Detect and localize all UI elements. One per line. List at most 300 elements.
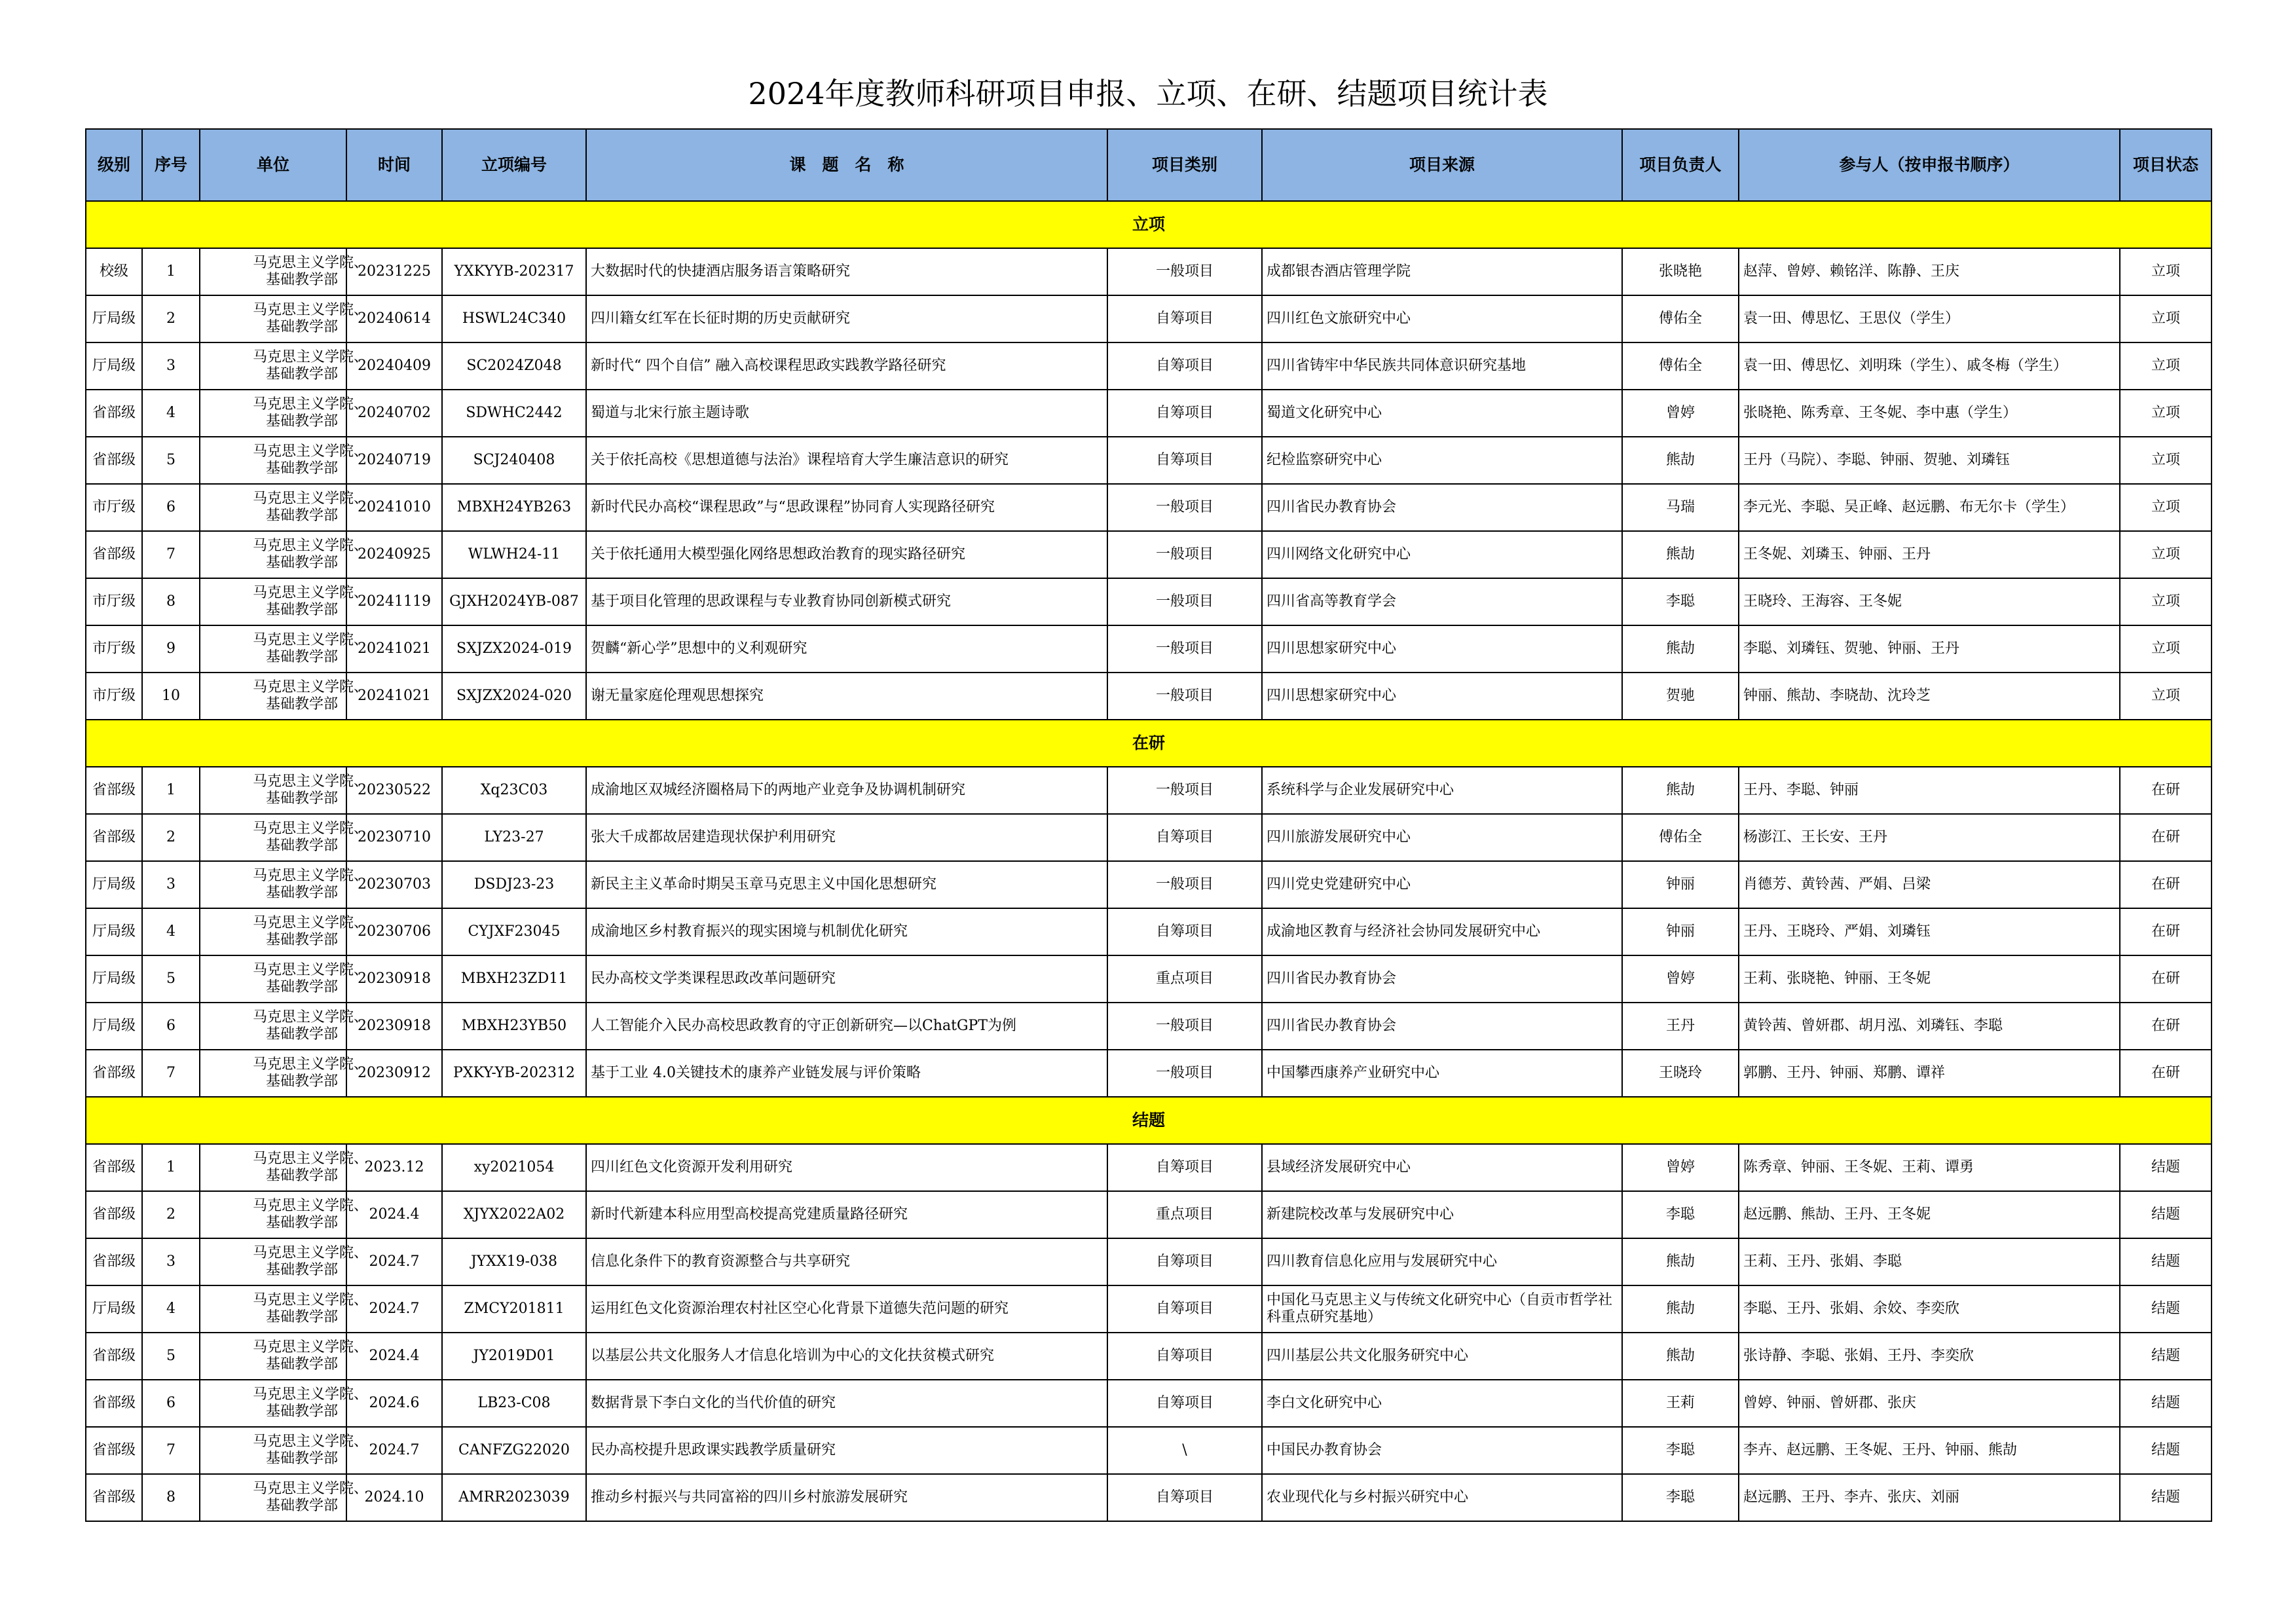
members-cell: 李聪、王丹、张娟、余姣、李奕欣 bbox=[1739, 1285, 2120, 1333]
title-cell: 成渝地区双城经济圈格局下的两地产业竞争及协调机制研究 bbox=[586, 767, 1107, 814]
time-cell: 20240614 bbox=[346, 295, 442, 342]
unit-line-1: 马克思主义学院、 bbox=[253, 1433, 369, 1450]
leader-cell: 熊劼 bbox=[1622, 767, 1739, 814]
status-cell: 立项 bbox=[2120, 484, 2212, 531]
unit-cell bbox=[200, 295, 369, 342]
source-cell: 四川党史党建研究中心 bbox=[1262, 861, 1622, 908]
code-cell: HSWL24C340 bbox=[442, 295, 586, 342]
number-cell: 4 bbox=[142, 1285, 200, 1333]
source-cell: 新建院校改革与发展研究中心 bbox=[1262, 1191, 1622, 1238]
unit-line-2: 基础教学部 bbox=[266, 272, 339, 288]
unit-line-1: 马克思主义学院、 bbox=[253, 632, 369, 648]
source-cell: 四川思想家研究中心 bbox=[1262, 673, 1622, 720]
category-cell: 自筹项目 bbox=[1107, 1380, 1262, 1427]
status-cell: 在研 bbox=[2120, 814, 2212, 861]
code-cell: MBXH24YB263 bbox=[442, 484, 586, 531]
time-cell: 2024.6 bbox=[346, 1380, 442, 1427]
column-header: 项目状态 bbox=[2120, 129, 2212, 201]
status-cell: 立项 bbox=[2120, 531, 2212, 578]
level-cell: 厅局级 bbox=[86, 295, 142, 342]
level-cell: 省部级 bbox=[86, 437, 142, 484]
level-cell: 市厅级 bbox=[86, 673, 142, 720]
members-cell: 袁一田、傅思忆、刘明珠（学生）、戚冬梅（学生） bbox=[1739, 342, 2120, 390]
level-cell: 厅局级 bbox=[86, 955, 142, 1003]
time-cell: 20241010 bbox=[346, 484, 442, 531]
status-cell: 立项 bbox=[2120, 578, 2212, 625]
category-cell: 一般项目 bbox=[1107, 531, 1262, 578]
code-cell: PXKY-YB-202312 bbox=[442, 1050, 586, 1097]
table-row bbox=[86, 437, 2212, 484]
leader-cell: 李聪 bbox=[1622, 1427, 1739, 1474]
title-cell: 推动乡村振兴与共同富裕的四川乡村旅游发展研究 bbox=[586, 1474, 1107, 1521]
unit-line-1: 马克思主义学院、 bbox=[253, 1151, 369, 1167]
code-cell: SDWHC2442 bbox=[442, 390, 586, 437]
unit-line-1: 马克思主义学院、 bbox=[253, 349, 369, 365]
source-cell: 成渝地区教育与经济社会协同发展研究中心 bbox=[1262, 908, 1622, 955]
members-cell: 杨澎江、王长安、王丹 bbox=[1739, 814, 2120, 861]
unit-line-1: 马克思主义学院、 bbox=[253, 1339, 369, 1356]
table-row bbox=[86, 1191, 2212, 1238]
unit-line-2: 基础教学部 bbox=[266, 366, 339, 382]
status-cell: 在研 bbox=[2120, 767, 2212, 814]
number-cell: 4 bbox=[142, 908, 200, 955]
category-cell: 一般项目 bbox=[1107, 248, 1262, 295]
header-row bbox=[86, 129, 2212, 201]
column-header: 课 题 名 称 bbox=[586, 129, 1107, 201]
time-cell: 20230522 bbox=[346, 767, 442, 814]
table-row bbox=[86, 295, 2212, 342]
section-header-row bbox=[86, 1097, 2212, 1144]
table-body bbox=[86, 201, 2212, 1521]
table-row bbox=[86, 1003, 2212, 1050]
unit-line-2: 基础教学部 bbox=[266, 602, 339, 618]
members-cell: 赵远鹏、王丹、李卉、张庆、刘丽 bbox=[1739, 1474, 2120, 1521]
level-cell: 省部级 bbox=[86, 1191, 142, 1238]
leader-cell: 熊劼 bbox=[1622, 1333, 1739, 1380]
category-cell: 一般项目 bbox=[1107, 767, 1262, 814]
unit-line-2: 基础教学部 bbox=[266, 838, 339, 854]
table-row bbox=[86, 1285, 2212, 1333]
category-cell: 重点项目 bbox=[1107, 955, 1262, 1003]
members-cell: 张晓艳、陈秀章、王冬妮、李中惠（学生） bbox=[1739, 390, 2120, 437]
number-cell: 6 bbox=[142, 1003, 200, 1050]
column-header: 单位 bbox=[200, 129, 346, 201]
source-cell: 中国攀西康养产业研究中心 bbox=[1262, 1050, 1622, 1097]
level-cell: 省部级 bbox=[86, 1427, 142, 1474]
column-header: 项目类别 bbox=[1107, 129, 1262, 201]
code-cell: MBXH23YB50 bbox=[442, 1003, 586, 1050]
level-cell: 市厅级 bbox=[86, 484, 142, 531]
source-cell: 四川思想家研究中心 bbox=[1262, 625, 1622, 673]
number-cell: 8 bbox=[142, 1474, 200, 1521]
category-cell: 重点项目 bbox=[1107, 1191, 1262, 1238]
category-cell: 自筹项目 bbox=[1107, 390, 1262, 437]
unit-line-1: 马克思主义学院、 bbox=[253, 1245, 369, 1261]
column-header: 序号 bbox=[142, 129, 200, 201]
unit-cell bbox=[200, 1238, 369, 1285]
table-row bbox=[86, 955, 2212, 1003]
unit-cell bbox=[200, 531, 369, 578]
category-cell: 自筹项目 bbox=[1107, 1333, 1262, 1380]
source-cell: 四川省高等教育学会 bbox=[1262, 578, 1622, 625]
members-cell: 郭鹏、王丹、钟丽、郑鹏、谭祥 bbox=[1739, 1050, 2120, 1097]
leader-cell: 熊劼 bbox=[1622, 1238, 1739, 1285]
page-title: 2024年度教师科研项目申报、立项、在研、结题项目统计表 bbox=[748, 76, 1548, 111]
category-cell: 自筹项目 bbox=[1107, 1238, 1262, 1285]
time-cell: 2024.4 bbox=[346, 1191, 442, 1238]
members-cell: 曾婷、钟丽、曾妍郡、张庆 bbox=[1739, 1380, 2120, 1427]
category-cell: 自筹项目 bbox=[1107, 1285, 1262, 1333]
time-cell: 20231225 bbox=[346, 248, 442, 295]
status-cell: 立项 bbox=[2120, 625, 2212, 673]
members-cell: 李聪、刘璘钰、贺驰、钟丽、王丹 bbox=[1739, 625, 2120, 673]
unit-line-1: 马克思主义学院、 bbox=[253, 490, 369, 507]
level-cell: 厅局级 bbox=[86, 1285, 142, 1333]
unit-line-2: 基础教学部 bbox=[266, 1215, 339, 1231]
leader-cell: 傅佑全 bbox=[1622, 342, 1739, 390]
source-cell: 四川基层公共文化服务研究中心 bbox=[1262, 1333, 1622, 1380]
section-header-row bbox=[86, 201, 2212, 248]
number-cell: 5 bbox=[142, 955, 200, 1003]
code-cell: AMRR2023039 bbox=[442, 1474, 586, 1521]
members-cell: 张诗静、李聪、张娟、王丹、李奕欣 bbox=[1739, 1333, 2120, 1380]
code-cell: MBXH23ZD11 bbox=[442, 955, 586, 1003]
section-label: 结题 bbox=[86, 1097, 2212, 1144]
leader-cell: 曾婷 bbox=[1622, 1144, 1739, 1191]
unit-line-1: 马克思主义学院、 bbox=[253, 396, 369, 413]
code-cell: DSDJ23-23 bbox=[442, 861, 586, 908]
level-cell: 省部级 bbox=[86, 767, 142, 814]
time-cell: 20240409 bbox=[346, 342, 442, 390]
source-cell: 中国化马克思主义与传统文化研究中心（自贡市哲学社科重点研究基地） bbox=[1262, 1285, 1622, 1333]
members-cell: 王冬妮、刘璘玉、钟丽、王丹 bbox=[1739, 531, 2120, 578]
members-cell: 钟丽、熊劼、李晓劼、沈玲芝 bbox=[1739, 673, 2120, 720]
level-cell: 省部级 bbox=[86, 390, 142, 437]
title-cell: 民办高校文学类课程思政改革问题研究 bbox=[586, 955, 1107, 1003]
unit-line-2: 基础教学部 bbox=[266, 1309, 339, 1325]
status-cell: 立项 bbox=[2120, 248, 2212, 295]
unit-cell bbox=[200, 1285, 369, 1333]
unit-line-1: 马克思主义学院、 bbox=[253, 962, 369, 978]
column-header: 项目来源 bbox=[1262, 129, 1622, 201]
level-cell: 省部级 bbox=[86, 1144, 142, 1191]
title-cell: 蜀道与北宋行旅主题诗歌 bbox=[586, 390, 1107, 437]
unit-line-1: 马克思主义学院、 bbox=[253, 1481, 369, 1497]
unit-line-2: 基础教学部 bbox=[266, 1498, 339, 1514]
source-cell: 四川网络文化研究中心 bbox=[1262, 531, 1622, 578]
table-row bbox=[86, 531, 2212, 578]
level-cell: 省部级 bbox=[86, 1380, 142, 1427]
title-cell: 信息化条件下的教育资源整合与共享研究 bbox=[586, 1238, 1107, 1285]
members-cell: 王莉、张晓艳、钟丽、王冬妮 bbox=[1739, 955, 2120, 1003]
unit-line-1: 马克思主义学院、 bbox=[253, 821, 369, 837]
number-cell: 1 bbox=[142, 1144, 200, 1191]
leader-cell: 傅佑全 bbox=[1622, 295, 1739, 342]
unit-line-1: 马克思主义学院、 bbox=[253, 915, 369, 931]
code-cell: LY23-27 bbox=[442, 814, 586, 861]
level-cell: 省部级 bbox=[86, 1238, 142, 1285]
source-cell: 中国民办教育协会 bbox=[1262, 1427, 1622, 1474]
level-cell: 厅局级 bbox=[86, 861, 142, 908]
source-cell: 四川省民办教育协会 bbox=[1262, 1003, 1622, 1050]
unit-cell bbox=[200, 1144, 369, 1191]
number-cell: 1 bbox=[142, 767, 200, 814]
source-cell: 四川省民办教育协会 bbox=[1262, 484, 1622, 531]
number-cell: 8 bbox=[142, 578, 200, 625]
title-cell: 基于工业 4.0关键技术的康养产业链发展与评价策略 bbox=[586, 1050, 1107, 1097]
number-cell: 5 bbox=[142, 437, 200, 484]
source-cell: 纪检监察研究中心 bbox=[1262, 437, 1622, 484]
category-cell: 自筹项目 bbox=[1107, 295, 1262, 342]
members-cell: 王晓玲、王海容、王冬妮 bbox=[1739, 578, 2120, 625]
unit-line-1: 马克思主义学院、 bbox=[253, 1056, 369, 1073]
table-row bbox=[86, 1144, 2212, 1191]
unit-line-2: 基础教学部 bbox=[266, 1262, 339, 1278]
leader-cell: 傅佑全 bbox=[1622, 814, 1739, 861]
time-cell: 20230710 bbox=[346, 814, 442, 861]
code-cell: Xq23C03 bbox=[442, 767, 586, 814]
source-cell: 四川旅游发展研究中心 bbox=[1262, 814, 1622, 861]
title-cell: 新时代新建本科应用型高校提高党建质量路径研究 bbox=[586, 1191, 1107, 1238]
unit-line-1: 马克思主义学院、 bbox=[253, 255, 369, 271]
level-cell: 市厅级 bbox=[86, 625, 142, 673]
column-header: 时间 bbox=[346, 129, 442, 201]
leader-cell: 李聪 bbox=[1622, 1474, 1739, 1521]
source-cell: 李白文化研究中心 bbox=[1262, 1380, 1622, 1427]
unit-line-2: 基础教学部 bbox=[266, 555, 339, 571]
unit-line-1: 马克思主义学院、 bbox=[253, 773, 369, 790]
code-cell: ZMCY201811 bbox=[442, 1285, 586, 1333]
source-cell: 蜀道文化研究中心 bbox=[1262, 390, 1622, 437]
title-cell: 基于项目化管理的思政课程与专业教育协同创新模式研究 bbox=[586, 578, 1107, 625]
unit-cell bbox=[200, 484, 369, 531]
time-cell: 2024.4 bbox=[346, 1333, 442, 1380]
unit-cell bbox=[200, 1191, 369, 1238]
unit-cell bbox=[200, 390, 369, 437]
leader-cell: 钟丽 bbox=[1622, 908, 1739, 955]
number-cell: 3 bbox=[142, 1238, 200, 1285]
table-row bbox=[86, 248, 2212, 295]
unit-line-2: 基础教学部 bbox=[266, 979, 339, 995]
code-cell: JYXX19-038 bbox=[442, 1238, 586, 1285]
code-cell: CANFZG22020 bbox=[442, 1427, 586, 1474]
unit-line-1: 马克思主义学院、 bbox=[253, 1386, 369, 1403]
level-cell: 省部级 bbox=[86, 1333, 142, 1380]
time-cell: 20241021 bbox=[346, 673, 442, 720]
level-cell: 厅局级 bbox=[86, 908, 142, 955]
members-cell: 赵萍、曾婷、赖铭洋、陈静、王庆 bbox=[1739, 248, 2120, 295]
code-cell: CYJXF23045 bbox=[442, 908, 586, 955]
status-cell: 立项 bbox=[2120, 342, 2212, 390]
code-cell: WLWH24-11 bbox=[442, 531, 586, 578]
level-cell: 市厅级 bbox=[86, 578, 142, 625]
unit-line-1: 马克思主义学院、 bbox=[253, 1198, 369, 1214]
unit-line-1: 马克思主义学院、 bbox=[253, 302, 369, 318]
title-cell: 大数据时代的快捷酒店服务语言策略研究 bbox=[586, 248, 1107, 295]
status-cell: 结题 bbox=[2120, 1333, 2212, 1380]
section-header-row bbox=[86, 720, 2212, 767]
unit-line-2: 基础教学部 bbox=[266, 885, 339, 901]
level-cell: 校级 bbox=[86, 248, 142, 295]
members-cell: 王丹（马院）、李聪、钟丽、贺驰、刘璘钰 bbox=[1739, 437, 2120, 484]
source-cell: 四川省民办教育协会 bbox=[1262, 955, 1622, 1003]
category-cell: 一般项目 bbox=[1107, 625, 1262, 673]
column-header: 参与人（按申报书顺序） bbox=[1739, 129, 2120, 201]
level-cell: 省部级 bbox=[86, 531, 142, 578]
status-cell: 在研 bbox=[2120, 908, 2212, 955]
table-row bbox=[86, 1238, 2212, 1285]
table-row bbox=[86, 1427, 2212, 1474]
unit-cell bbox=[200, 673, 369, 720]
time-cell: 20230912 bbox=[346, 1050, 442, 1097]
table-row bbox=[86, 767, 2212, 814]
unit-line-1: 马克思主义学院、 bbox=[253, 443, 369, 460]
code-cell: GJXH2024YB-087 bbox=[442, 578, 586, 625]
source-cell: 农业现代化与乡村振兴研究中心 bbox=[1262, 1474, 1622, 1521]
unit-line-2: 基础教学部 bbox=[266, 1073, 339, 1090]
leader-cell: 马瑞 bbox=[1622, 484, 1739, 531]
title-cell: 四川籍女红军在长征时期的历史贡献研究 bbox=[586, 295, 1107, 342]
unit-cell bbox=[200, 861, 369, 908]
members-cell: 李元光、李聪、吴正峰、赵远鹏、布无尔卡（学生） bbox=[1739, 484, 2120, 531]
category-cell: 一般项目 bbox=[1107, 861, 1262, 908]
level-cell: 省部级 bbox=[86, 1050, 142, 1097]
title-cell: 以基层公共文化服务人才信息化培训为中心的文化扶贫模式研究 bbox=[586, 1333, 1107, 1380]
unit-cell bbox=[200, 955, 369, 1003]
status-cell: 立项 bbox=[2120, 295, 2212, 342]
members-cell: 王丹、李聪、钟丽 bbox=[1739, 767, 2120, 814]
title-cell: 新时代“ 四个自信” 融入高校课程思政实践教学路径研究 bbox=[586, 342, 1107, 390]
number-cell: 4 bbox=[142, 390, 200, 437]
time-cell: 2024.7 bbox=[346, 1285, 442, 1333]
code-cell: SC2024Z048 bbox=[442, 342, 586, 390]
status-cell: 结题 bbox=[2120, 1380, 2212, 1427]
table-row bbox=[86, 484, 2212, 531]
category-cell: 自筹项目 bbox=[1107, 342, 1262, 390]
number-cell: 1 bbox=[142, 248, 200, 295]
code-cell: LB23-C08 bbox=[442, 1380, 586, 1427]
category-cell: \ bbox=[1107, 1427, 1262, 1474]
code-cell: SXJZX2024-019 bbox=[442, 625, 586, 673]
unit-line-2: 基础教学部 bbox=[266, 507, 339, 524]
title-cell: 新民主主义革命时期吴玉章马克思主义中国化思想研究 bbox=[586, 861, 1107, 908]
members-cell: 赵远鹏、熊劼、王丹、王冬妮 bbox=[1739, 1191, 2120, 1238]
unit-line-1: 马克思主义学院、 bbox=[253, 868, 369, 884]
time-cell: 20240719 bbox=[346, 437, 442, 484]
members-cell: 李卉、赵远鹏、王冬妮、王丹、钟丽、熊劼 bbox=[1739, 1427, 2120, 1474]
leader-cell: 李聪 bbox=[1622, 578, 1739, 625]
leader-cell: 熊劼 bbox=[1622, 437, 1739, 484]
unit-cell bbox=[200, 1050, 369, 1097]
table-row bbox=[86, 625, 2212, 673]
leader-cell: 熊劼 bbox=[1622, 625, 1739, 673]
unit-cell bbox=[200, 342, 369, 390]
table-row bbox=[86, 1050, 2212, 1097]
unit-cell bbox=[200, 1333, 369, 1380]
category-cell: 一般项目 bbox=[1107, 578, 1262, 625]
category-cell: 自筹项目 bbox=[1107, 1144, 1262, 1191]
leader-cell: 曾婷 bbox=[1622, 955, 1739, 1003]
members-cell: 黄铃茜、曾妍郡、胡月泓、刘璘钰、李聪 bbox=[1739, 1003, 2120, 1050]
unit-cell bbox=[200, 578, 369, 625]
source-cell: 县域经济发展研究中心 bbox=[1262, 1144, 1622, 1191]
title-cell: 成渝地区乡村教育振兴的现实困境与机制优化研究 bbox=[586, 908, 1107, 955]
number-cell: 7 bbox=[142, 531, 200, 578]
leader-cell: 张晓艳 bbox=[1622, 248, 1739, 295]
number-cell: 3 bbox=[142, 342, 200, 390]
title-cell: 运用红色文化资源治理农村社区空心化背景下道德失范问题的研究 bbox=[586, 1285, 1107, 1333]
table-row bbox=[86, 814, 2212, 861]
category-cell: 一般项目 bbox=[1107, 673, 1262, 720]
number-cell: 3 bbox=[142, 861, 200, 908]
table-row bbox=[86, 908, 2212, 955]
source-cell: 四川红色文旅研究中心 bbox=[1262, 295, 1622, 342]
source-cell: 成都银杏酒店管理学院 bbox=[1262, 248, 1622, 295]
source-cell: 四川教育信息化应用与发展研究中心 bbox=[1262, 1238, 1622, 1285]
unit-line-2: 基础教学部 bbox=[266, 319, 339, 335]
unit-cell bbox=[200, 1380, 369, 1427]
status-cell: 立项 bbox=[2120, 673, 2212, 720]
level-cell: 省部级 bbox=[86, 814, 142, 861]
title-cell: 新时代民办高校“课程思政”与“思政课程”协同育人实现路径研究 bbox=[586, 484, 1107, 531]
number-cell: 6 bbox=[142, 1380, 200, 1427]
members-cell: 肖德芳、黄铃茜、严娟、吕梁 bbox=[1739, 861, 2120, 908]
code-cell: SXJZX2024-020 bbox=[442, 673, 586, 720]
status-cell: 结题 bbox=[2120, 1191, 2212, 1238]
code-cell: JY2019D01 bbox=[442, 1333, 586, 1380]
status-cell: 在研 bbox=[2120, 1050, 2212, 1097]
members-cell: 王丹、王晓玲、严娟、刘璘钰 bbox=[1739, 908, 2120, 955]
title-cell: 关于依托高校《思想道德与法治》课程培育大学生廉洁意识的研究 bbox=[586, 437, 1107, 484]
unit-cell bbox=[200, 1427, 369, 1474]
status-cell: 在研 bbox=[2120, 861, 2212, 908]
unit-line-2: 基础教学部 bbox=[266, 1450, 339, 1467]
unit-line-2: 基础教学部 bbox=[266, 1168, 339, 1184]
status-cell: 结题 bbox=[2120, 1238, 2212, 1285]
level-cell: 省部级 bbox=[86, 1474, 142, 1521]
unit-line-1: 马克思主义学院、 bbox=[253, 1292, 369, 1308]
unit-cell bbox=[200, 814, 369, 861]
status-cell: 结题 bbox=[2120, 1285, 2212, 1333]
unit-line-1: 马克思主义学院、 bbox=[253, 585, 369, 601]
source-cell: 四川省铸牢中华民族共同体意识研究基地 bbox=[1262, 342, 1622, 390]
unit-line-2: 基础教学部 bbox=[266, 932, 339, 948]
table-row bbox=[86, 578, 2212, 625]
category-cell: 自筹项目 bbox=[1107, 814, 1262, 861]
time-cell: 20230918 bbox=[346, 1003, 442, 1050]
time-cell: 20240925 bbox=[346, 531, 442, 578]
code-cell: SCJ240408 bbox=[442, 437, 586, 484]
unit-line-2: 基础教学部 bbox=[266, 649, 339, 665]
number-cell: 10 bbox=[142, 673, 200, 720]
leader-cell: 贺驰 bbox=[1622, 673, 1739, 720]
column-header: 级别 bbox=[86, 129, 142, 201]
unit-line-2: 基础教学部 bbox=[266, 413, 339, 430]
table-row bbox=[86, 861, 2212, 908]
project-table bbox=[85, 128, 2212, 1522]
time-cell: 20240702 bbox=[346, 390, 442, 437]
unit-line-2: 基础教学部 bbox=[266, 696, 339, 712]
category-cell: 自筹项目 bbox=[1107, 437, 1262, 484]
category-cell: 自筹项目 bbox=[1107, 908, 1262, 955]
category-cell: 一般项目 bbox=[1107, 1050, 1262, 1097]
number-cell: 2 bbox=[142, 295, 200, 342]
number-cell: 2 bbox=[142, 814, 200, 861]
unit-cell bbox=[200, 625, 369, 673]
status-cell: 在研 bbox=[2120, 955, 2212, 1003]
title-cell: 贺麟“新心学”思想中的义利观研究 bbox=[586, 625, 1107, 673]
unit-cell bbox=[200, 437, 369, 484]
